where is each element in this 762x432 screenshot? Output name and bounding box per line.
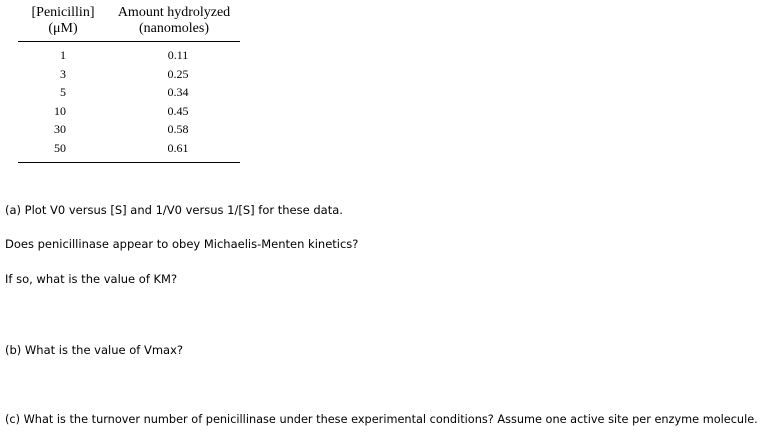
header-amount-hydrolyzed bbox=[108, 5, 240, 42]
cell-concentration: 50 bbox=[54, 140, 66, 155]
table-bottom-rule-cell bbox=[18, 162, 240, 163]
header-penicillin-concentration bbox=[18, 5, 108, 42]
table-row bbox=[18, 102, 240, 121]
cell-concentration: 10 bbox=[54, 103, 66, 118]
header-penicillin-label: [Penicillin] bbox=[31, 5, 95, 20]
cell-amount: 0.45 bbox=[167, 103, 189, 118]
question-b-vmax: (b) What is the value of Vmax? bbox=[5, 343, 184, 357]
cell-amount: 0.25 bbox=[167, 66, 189, 81]
question-c-turnover: (c) What is the turnover number of penicillinase under these experimental conditions? Assume one active site per enzyme molecule. bbox=[5, 413, 758, 426]
header-penicillin-unit: (μM) bbox=[48, 21, 78, 36]
table-row bbox=[18, 139, 240, 162]
data-table bbox=[18, 5, 240, 163]
cell-amount: 0.34 bbox=[167, 85, 189, 100]
table-row bbox=[18, 120, 240, 139]
question-a-plot: (a) Plot V0 versus [S] and 1/V0 versus 1/[S] for these data. bbox=[5, 203, 343, 217]
table-row bbox=[18, 83, 240, 102]
cell-amount: 0.61 bbox=[167, 140, 189, 155]
header-amount-label: Amount hydrolyzed bbox=[117, 5, 231, 20]
cell-concentration: 30 bbox=[54, 122, 66, 137]
table-row bbox=[18, 42, 240, 65]
cell-amount: 0.11 bbox=[167, 48, 189, 62]
cell-concentration: 3 bbox=[60, 66, 66, 81]
table-bottom-rule bbox=[18, 162, 240, 163]
penicillin-table bbox=[18, 5, 240, 163]
cell-concentration: 1 bbox=[60, 48, 66, 62]
table-header-row bbox=[18, 5, 240, 42]
question-a-michaelis-menten: Does penicillinase appear to obey Michaelis-Menten kinetics? bbox=[5, 237, 359, 251]
cell-concentration: 5 bbox=[60, 85, 66, 100]
cell-amount: 0.58 bbox=[167, 122, 189, 137]
table-row bbox=[18, 65, 240, 84]
header-amount-unit: (nanomoles) bbox=[139, 21, 209, 36]
question-a-km: If so, what is the value of KM? bbox=[5, 272, 178, 286]
